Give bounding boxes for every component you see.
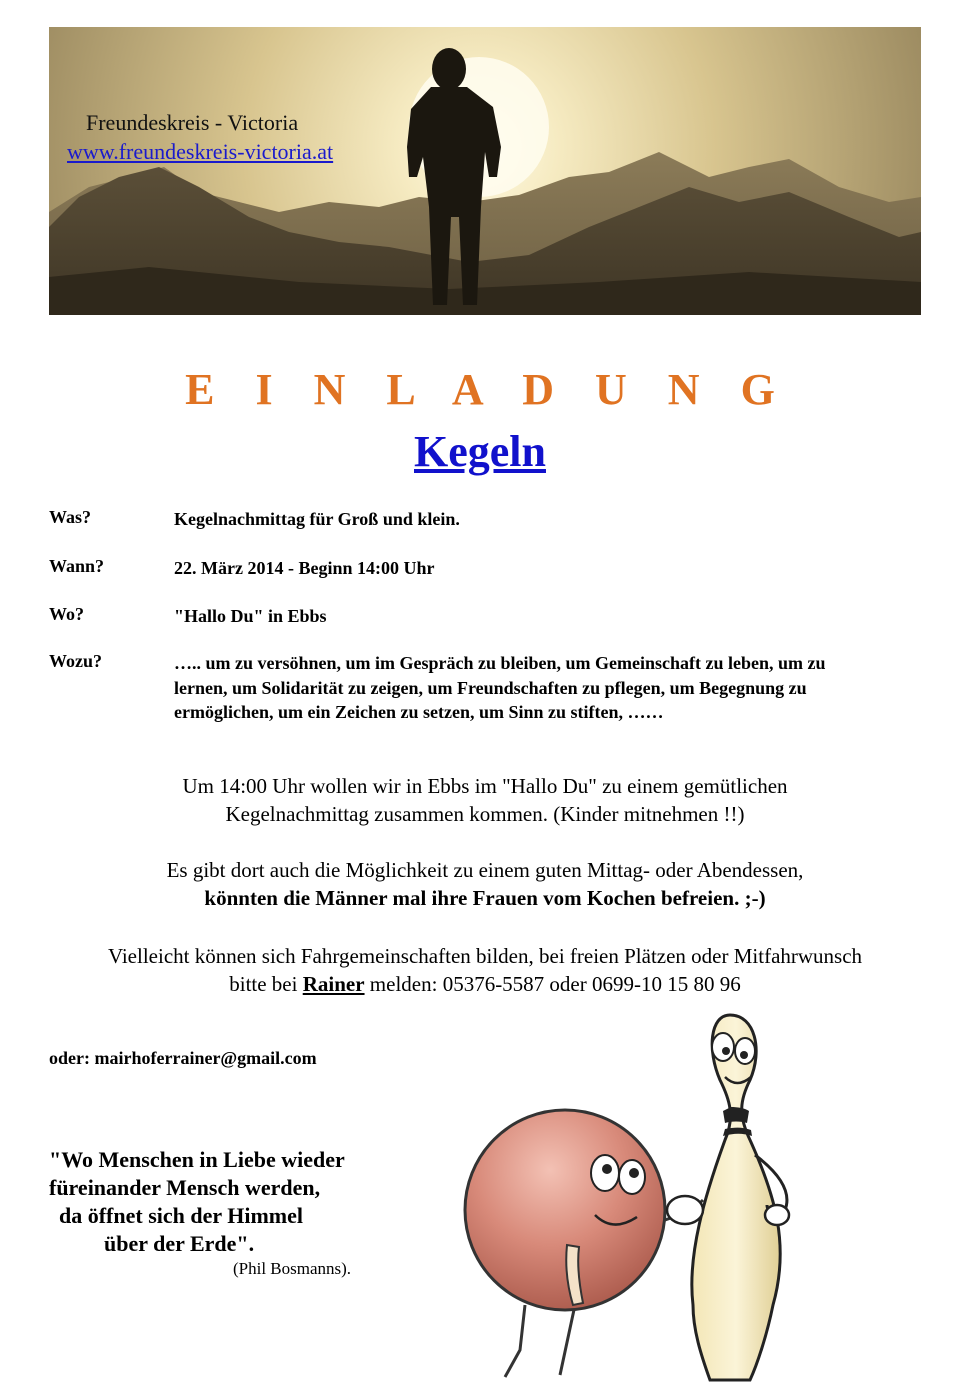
detail-value: "Hallo Du" in Ebbs <box>174 606 327 626</box>
paragraph-text: Es gibt dort auch die Möglichkeit zu einem guten Mittag- oder Abendessen, <box>166 858 804 882</box>
paragraph-text: Um 14:00 Uhr wollen wir in Ebbs im "Hallo Du" zu einem gemütlichen Kegelnachmittag zusammen kommen. (Kinder mitnehmen !!) <box>182 774 788 826</box>
bowling-illustration <box>455 1005 835 1385</box>
detail-label: Wann? <box>49 556 105 576</box>
invitation-title: E I N L A D U N G <box>185 365 790 414</box>
email-line[interactable]: oder: mairhoferrainer@gmail.com <box>49 1048 317 1068</box>
paragraph-carpool <box>0 942 960 998</box>
detail-value: ….. um zu versöhnen, um im Gespräch zu bleiben, um Gemeinschaft zu leben, um zu lernen, um Solidarität zu zeigen, um Freundschaften zu pflegen, um Begegnung zu ermöglichen, um ein Zeichen zu setzen, um Sinn zu stiften, …… <box>174 653 826 722</box>
event-subtitle[interactable]: Kegeln <box>414 427 546 476</box>
header-banner <box>49 27 921 315</box>
quote-line: "Wo Menschen in Liebe wieder <box>49 1147 345 1172</box>
detail-label: Wozu? <box>49 651 103 671</box>
bowling-pin-icon <box>692 1015 789 1380</box>
quote-block <box>49 1146 345 1258</box>
quote-line: füreinander Mensch werden, <box>49 1175 321 1200</box>
paragraph-text <box>90 942 880 998</box>
quote-line: da öffnet sich der Himmel <box>59 1203 304 1228</box>
detail-value: Kegelnachmittag für Groß und klein. <box>174 509 460 529</box>
quote-author: (Phil Bosmanns). <box>233 1259 352 1278</box>
paragraph-bold-text: könnten die Männer mal ihre Frauen vom Kochen befreien. ;-) <box>204 886 766 910</box>
paragraph-meeting <box>0 772 960 828</box>
detail-label: Was? <box>49 507 92 527</box>
contact-name: Rainer <box>302 972 365 996</box>
bowling-ball-icon <box>465 1110 703 1377</box>
paragraph-dinner <box>0 856 960 912</box>
quote-line: über der Erde". <box>104 1231 255 1256</box>
contact-phones: melden: 05376-5587 oder 0699-10 15 80 96 <box>369 972 741 996</box>
carpool-text: Vielleicht können sich Fahrgemeinschaften bilden, bei freien Plätzen oder Mitfahrwunsch bitte bei <box>107 944 863 996</box>
sunset-mountain-image <box>49 27 921 315</box>
detail-label: Wo? <box>49 604 85 624</box>
org-website-link[interactable]: www.freundeskreis-victoria.at <box>67 139 334 164</box>
org-name: Freundeskreis - Victoria <box>86 110 299 135</box>
detail-value: 22. März 2014 - Beginn 14:00 Uhr <box>174 558 435 578</box>
